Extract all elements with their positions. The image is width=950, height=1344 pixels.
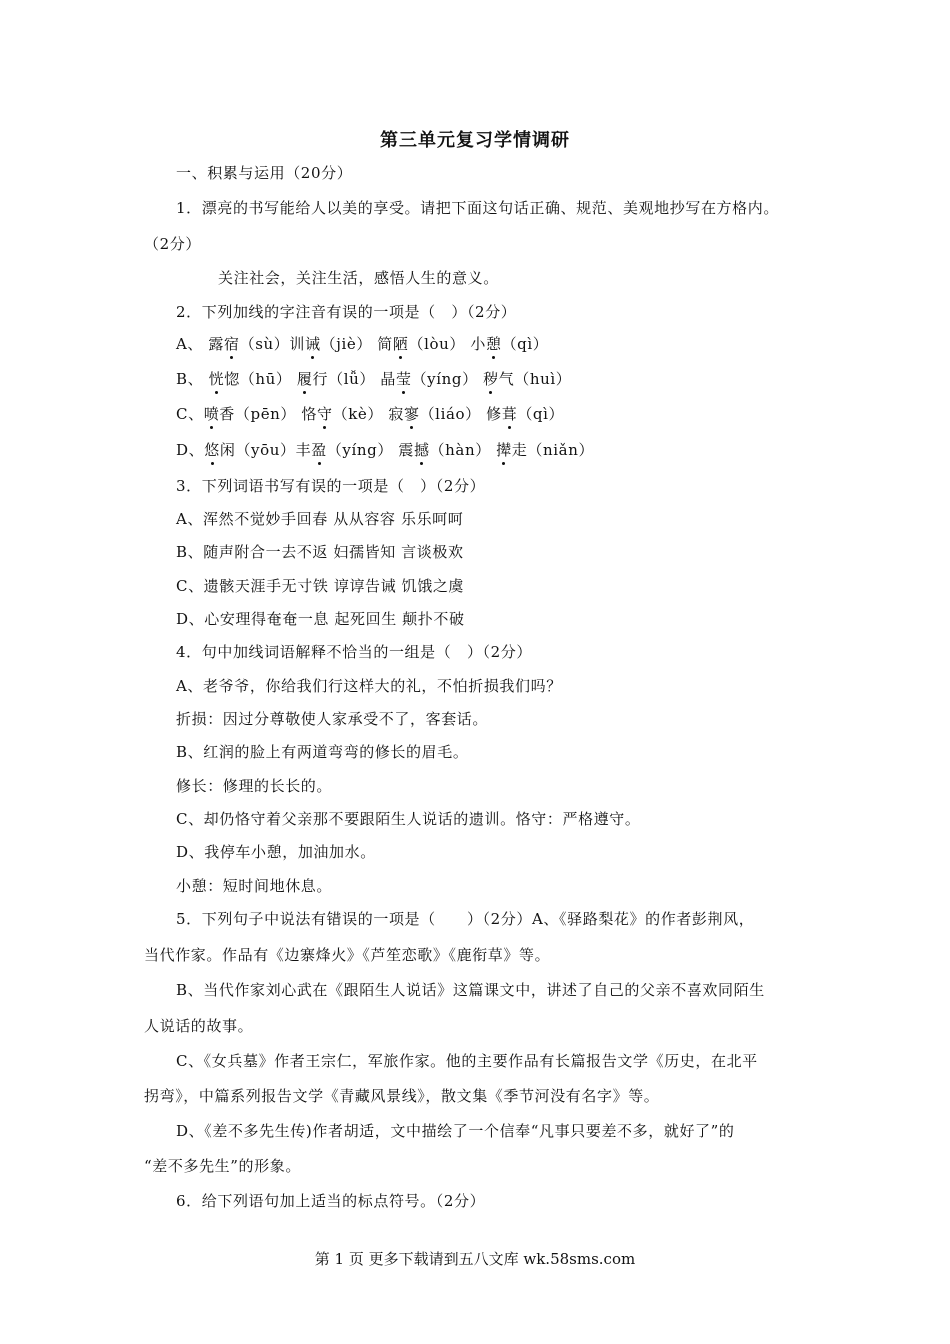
- q5-line2: 当代作家。作品有《边寨烽火》《芦笙恋歌》《鹿衔草》等。: [144, 946, 551, 964]
- q4-option-d: D、我停车小憩，加油加水。: [176, 843, 376, 861]
- emphasis-char: 憩: [485, 335, 502, 353]
- section-heading: 一、积累与运用（20分）: [176, 164, 353, 182]
- q1-quote: 关注社会，关注生活，感悟人生的意义。: [218, 269, 499, 287]
- q2-option-d: D、悠闲（yōu）丰盈（yíng） 震撼（hàn） 撵走（niǎn）: [176, 441, 595, 459]
- emphasis-char: 寥: [403, 405, 420, 423]
- emphasis-char: 宿: [224, 335, 240, 353]
- q4-option-c: C、却仍恪守着父亲那不要跟陌生人说话的遗训。恪守：严格遵守。: [176, 810, 641, 828]
- emphasis-char: 履: [296, 370, 313, 388]
- emphasis-char: 葺: [501, 405, 518, 423]
- q3-option-b: B、随声附合一去不返 妇孺皆知 言谈极欢: [176, 543, 464, 561]
- q2-stem: 2．下列加线的字注音有误的一项是（ ）（2分）: [176, 303, 517, 321]
- q3-option-a: A、浑然不觉妙手回春 从从容容 乐乐呵呵: [176, 510, 464, 528]
- emphasis-char: 秽: [483, 370, 499, 388]
- q5-line6: 拐弯》，中篇系列报告文学《青藏风景线》，散文集《季节河没有名字》等。: [144, 1087, 660, 1105]
- q4-option-b-explanation: 修长：修理的长长的。: [176, 777, 333, 795]
- emphasis-char: 撵: [496, 441, 512, 459]
- emphasis-char: 守: [317, 405, 333, 423]
- emphasis-char: 诫: [304, 335, 321, 353]
- q5-line8: “差不多先生”的形象。: [144, 1157, 301, 1175]
- q5-line7: D、《差不多先生传)作者胡适，文中描绘了一个信奉“凡事只要差不多，就好了”的: [176, 1122, 735, 1140]
- q2-option-b: B、 恍惚（hū） 履行（lǚ） 晶莹（yíng） 秽气（huì）: [176, 370, 572, 388]
- q2-option-c: C、喷香（pēn） 恪守（kè） 寂寥（liáo） 修葺（qì）: [176, 405, 565, 423]
- emphasis-char: 撼: [413, 441, 430, 459]
- emphasis-char: 恍: [208, 370, 225, 388]
- q4-stem: 4．句中加线词语解释不恰当的一组是（ ）（2分）: [176, 643, 532, 661]
- q1-stem-line1: 1．漂亮的书写能给人以美的享受。请把下面这句话正确、规范、美观地抄写在方格内。: [176, 199, 779, 217]
- q3-option-c: C、遗骸天涯手无寸铁 谆谆告诫 饥饿之虞: [176, 577, 465, 595]
- emphasis-char: 陋: [392, 335, 409, 353]
- q1-stem-line2: （2分）: [144, 235, 201, 253]
- q5-line5: C、《女兵墓》作者王宗仁，军旅作家。他的主要作品有长篇报告文学《历史，在北平: [176, 1052, 758, 1070]
- q2-option-a: A、 露宿（sù）训诫（jiè） 简陋（lòu） 小憩（qì）: [176, 335, 549, 353]
- emphasis-char: 盈: [311, 441, 327, 459]
- q5-line3: B、当代作家刘心武在《跟陌生人说话》这篇课文中，讲述了自己的父亲不喜欢同陌生: [176, 981, 765, 999]
- page-footer: 第 1 页 更多下载请到五八文库 wk.58sms.com: [314, 1250, 636, 1268]
- emphasis-char: 喷: [203, 405, 220, 423]
- q4-option-d-explanation: 小憩：短时间地休息。: [176, 877, 333, 895]
- page-title: 第三单元复习学情调研: [380, 130, 570, 151]
- q5-line4: 人说话的故事。: [144, 1017, 254, 1035]
- q6-stem: 6．给下列语句加上适当的标点符号。（2分）: [176, 1192, 486, 1210]
- emphasis-char: 悠: [204, 441, 220, 459]
- q3-option-d: D、心安理得奄奄一息 起死回生 颠扑不破: [176, 610, 465, 628]
- q4-option-a-explanation: 折损：因过分尊敬使人家承受不了，客套话。: [176, 710, 489, 728]
- q5-line1: 5．下列句子中说法有错误的一项是（ ）（2分）A、《驿路梨花》的作者彭荆风，: [176, 910, 755, 928]
- q4-option-b: B、红润的脸上有两道弯弯的修长的眉毛。: [176, 743, 469, 761]
- emphasis-char: 莹: [395, 370, 412, 388]
- q3-stem: 3．下列词语书写有误的一项是（ ）（2分）: [176, 477, 486, 495]
- q4-option-a: A、老爷爷，你给我们行这样大的礼，不怕折损我们吗？: [176, 677, 562, 695]
